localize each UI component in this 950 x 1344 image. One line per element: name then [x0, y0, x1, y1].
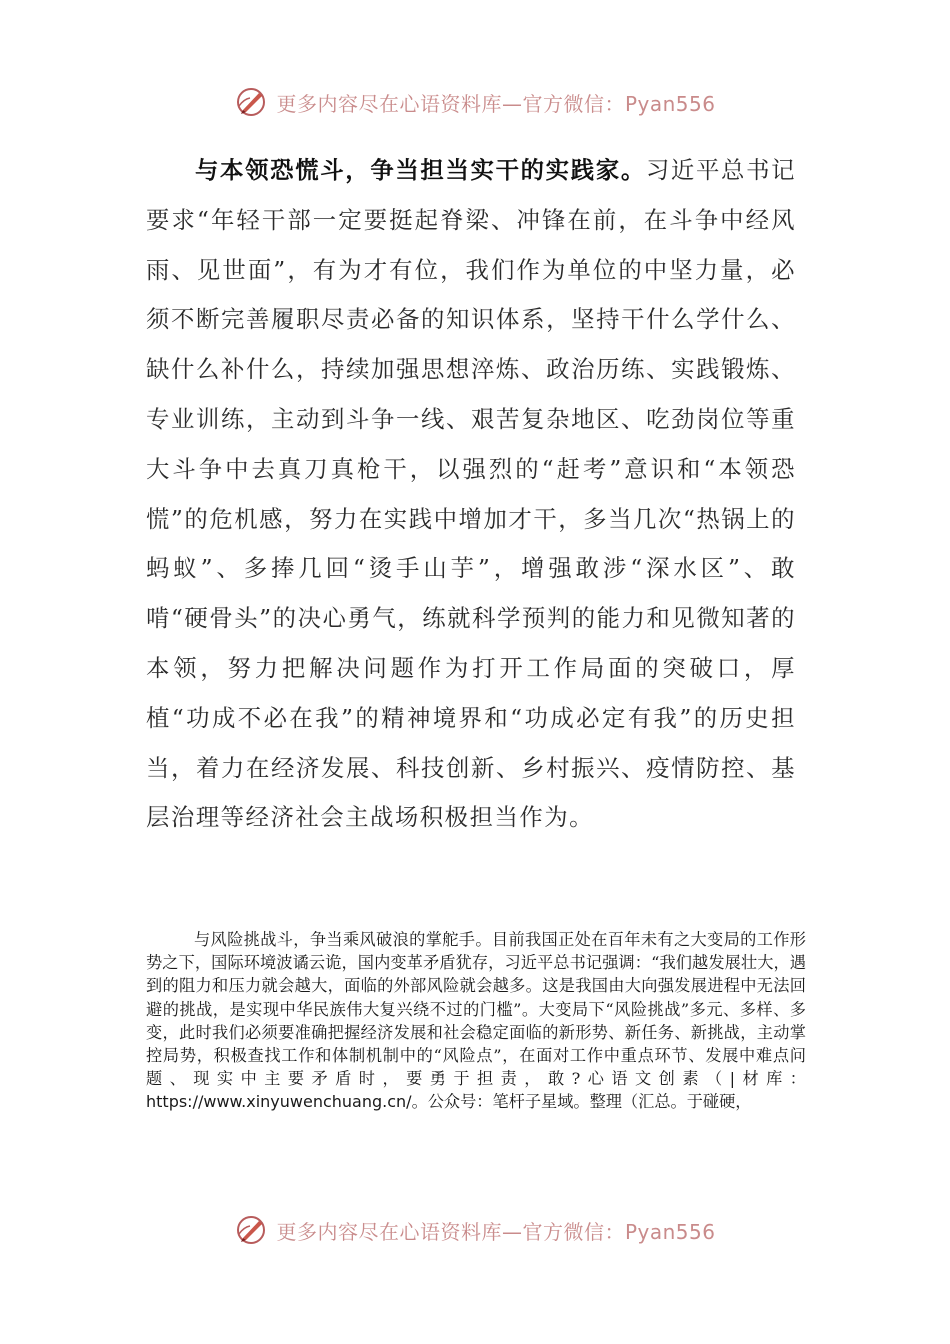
- secondary-paragraph-text: 与风险挑战斗，争当乘风破浪的掌舵手。目前我国正处在百年未有之大变局的工作形势之下，国际环境波谲云诡，国内变革矛盾犹存，习近平总书记强调：“我们越发展壮大，遇到的阻力和压力就会越大，面临的外部风险就会越多。这是我国由大向强发展进程中无法回避的挑战，是实现中华民族伟大复兴绕不过的门槛”。大变局下“风险挑战”多元、多样、多变，此时我们必须要准确把握经济发展和社会稳定面临的新形势、新任务、新挑战，主动掌控局势，积极查找工作和体制机制中的“风险点”，在面对工作中重点环节、发展中难点问题、现实中主要矛盾时，要勇于担责，敢?心语文创素（|材库：: [146, 930, 806, 1089]
- watermark-text: 更多内容尽在心语资料库—官方微信：Pyan556: [276, 91, 716, 116]
- secondary-paragraph-tail: 。公众号：笔杆子星域。整理（汇总。于碰硬，: [411, 1092, 752, 1112]
- main-paragraph: [146, 146, 796, 843]
- watermark-text: 更多内容尽在心语资料库—官方微信：Pyan556: [276, 1219, 716, 1244]
- source-url: https://www.xinyuwenchuang.cn/: [146, 1092, 412, 1112]
- footer-watermark: [0, 1210, 950, 1250]
- pen-in-circle-icon: [234, 1213, 268, 1247]
- pen-in-circle-icon: [234, 85, 268, 119]
- paragraph-body: 习近平总书记要求“年轻干部一定要挺起脊梁、冲锋在前，在斗争中经风雨、见世面”，有为才有位，我们作为单位的中坚力量，必须不断完善履职尽责必备的知识体系，坚持干什么学什么、缺什么补什么，持续加强思想淬炼、政治历练、实践锻炼、专业训练，主动到斗争一线、艰苦复杂地区、吃劲岗位等重大斗争中去真刀真枪干，以强烈的“赶考”意识和“本领恐慌”的危机感，努力在实践中增加才干，多当几次“热锅上的蚂蚁”、多捧几回“烫手山芋”，增强敢涉“深水区”、敢啃“硬骨头”的决心勇气，练就科学预判的能力和见微知著的本领，努力把解决问题作为打开工作局面的突破口，厚植“功成不必在我”的精神境界和“功成必定有我”的历史担当，着力在经济发展、科技创新、乡村振兴、疫情防控、基层治理等经济社会主战场积极担当作为。: [146, 156, 797, 832]
- secondary-paragraph: [146, 928, 806, 1114]
- paragraph-lead-heading: 与本领恐慌斗，争当担当实干的实践家。: [195, 156, 646, 184]
- header-watermark: [0, 82, 950, 122]
